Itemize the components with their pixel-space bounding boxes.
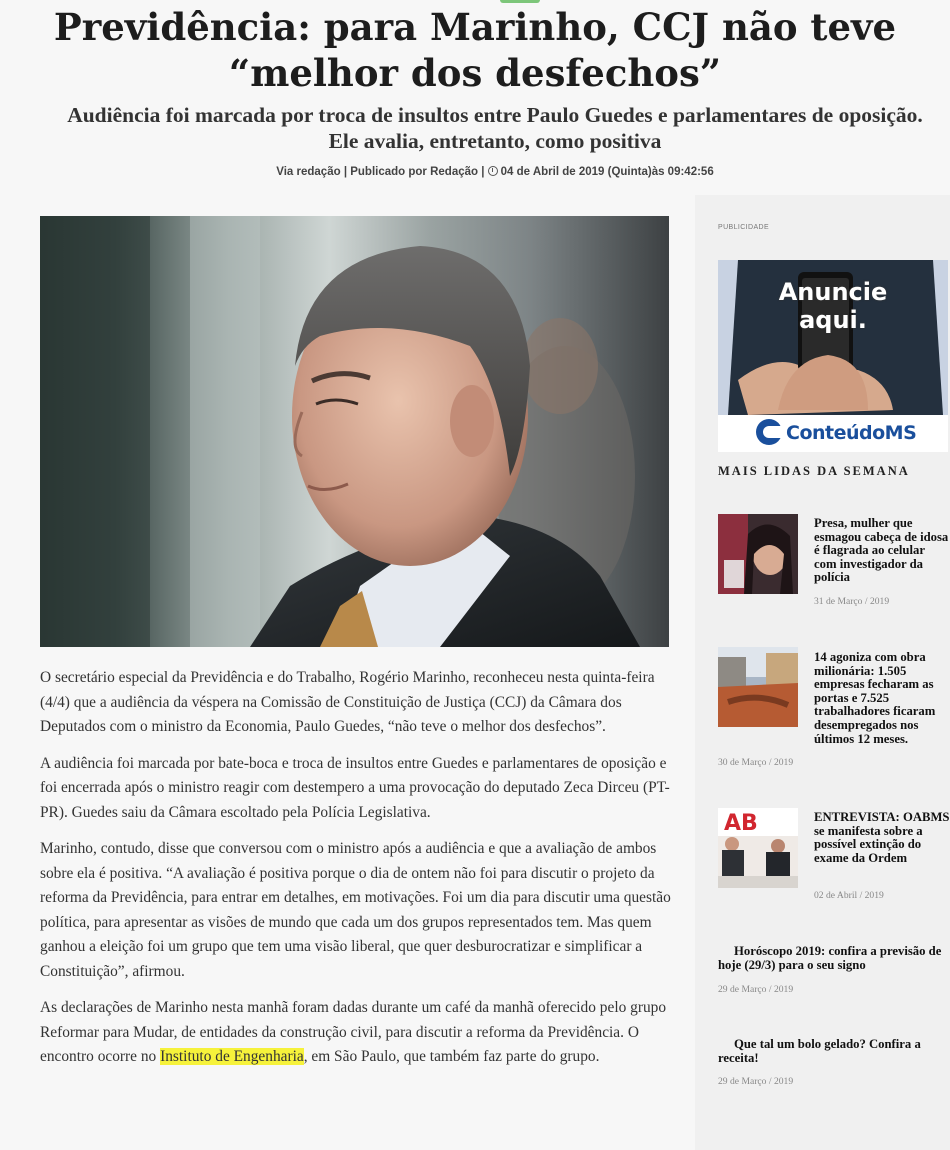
brand-logo-icon [756,419,782,445]
news-thumbnail[interactable] [718,647,798,727]
article-paragraph: O secretário especial da Previdência e do Trabalho, Rogério Marinho, reconheceu nesta quinta-feira (4/4) que a audiência da véspera na Comissão de Constituição de Justiça (CCJ) da Câmara dos Deputados com o ministro da Economia, Paulo Guedes, “não teve o melhor dos desfechos”. [40,669,655,735]
ad-headline-line: aqui. [799,306,867,334]
article-subtitle: Audiência foi marcada por troca de insultos entre Paulo Guedes e parlamentares de oposição. Ele avalia, entretanto, como positiva [67,103,923,153]
news-title[interactable]: Presa, mulher que esmagou cabeça de idosa é flagrada ao celular com investigador da polícia [814,516,949,585]
article-headline: Previdência: para Marinho, CCJ não teve “melhor dos desfechos” [53,5,897,95]
ad-headline-line: Anuncie [778,278,888,306]
news-date: 31 de Março / 2019 [814,596,890,607]
paragraph-text: As declarações de Marinho nesta manhã foram dadas durante um café da manhã oferecido pelo grupo Reformar para Mudar, de entidades da construção civil, para discutir a reforma da Previdência. O encontro ocorre no [40,999,667,1065]
news-thumbnail[interactable] [718,514,798,594]
article-paragraph [40,996,672,1070]
news-date: 30 de Março / 2019 [718,757,794,768]
article-paragraph: Marinho, contudo, disse que conversou com o ministro após a audiência e que a avaliação de ambos sobre ela é positiva. “A avaliação é positiva porque o dia de ontem não foi para discutir o projeto da reforma da Previdência, para entrar em detalhes, em motivações. Foi um dia para discutir uma questão política, para apresentar as visões de mundo que cada um dos grupos representados tem. Mas quem ganhou a eleição foi um grupo que tem uma visão liberal, que quer desburocratizar e simplificar a Constituição”, afirmou. [40,840,671,980]
ad-label: PUBLICIDADE [718,224,770,231]
news-date: 02 de Abril / 2019 [814,890,884,901]
ad-banner[interactable] [718,260,948,452]
ad-brand-bar [718,415,948,452]
byline-date: 04 de Abril de 2019 (Quinta)às 09:42:56 [500,166,714,178]
top-accent-bar [500,0,540,3]
ad-headline [718,278,948,334]
byline-source: Via redação | Publicado por Redação | [276,166,485,178]
svg-text:AB: AB [724,811,758,836]
news-date: 29 de Março / 2019 [718,984,794,995]
article-body [40,666,672,1082]
most-read-title: MAIS LIDAS DA SEMANA [718,464,910,478]
highlighted-link[interactable]: Instituto de Engenharia [160,1048,304,1065]
paragraph-text: , em São Paulo, que também faz parte do grupo. [303,1048,600,1065]
news-title[interactable]: Que tal um bolo gelado? Confira a receita! [718,1037,921,1065]
article-photo [40,216,669,647]
news-date: 29 de Março / 2019 [718,1076,794,1087]
news-title[interactable]: 14 agoniza com obra milionária: 1.505 empresas fecharam as portas e 7.525 trabalhadores ficaram desempregados nos últimos 12 meses. [814,650,936,746]
news-title[interactable]: ENTREVISTA: OABMS se manifesta sobre a possível extinção do exame da Ordem [814,810,950,865]
news-title[interactable]: Horóscopo 2019: confira a previsão de hoje (29/3) para o seu signo [718,944,942,972]
article-byline [120,166,870,178]
news-thumbnail[interactable] [718,808,798,888]
article-paragraph: A audiência foi marcada por bate-boca e troca de insultos entre Guedes e parlamentares de oposição e foi encerrada após o ministro reagir com destempero a uma provocação do deputado Zeca Dirceu (PT-PR). Guedes saiu da Câmara escoltado pela Polícia Legislativa. [40,754,670,821]
clock-icon [488,166,498,176]
ad-brand: ConteúdoMS [786,422,917,444]
